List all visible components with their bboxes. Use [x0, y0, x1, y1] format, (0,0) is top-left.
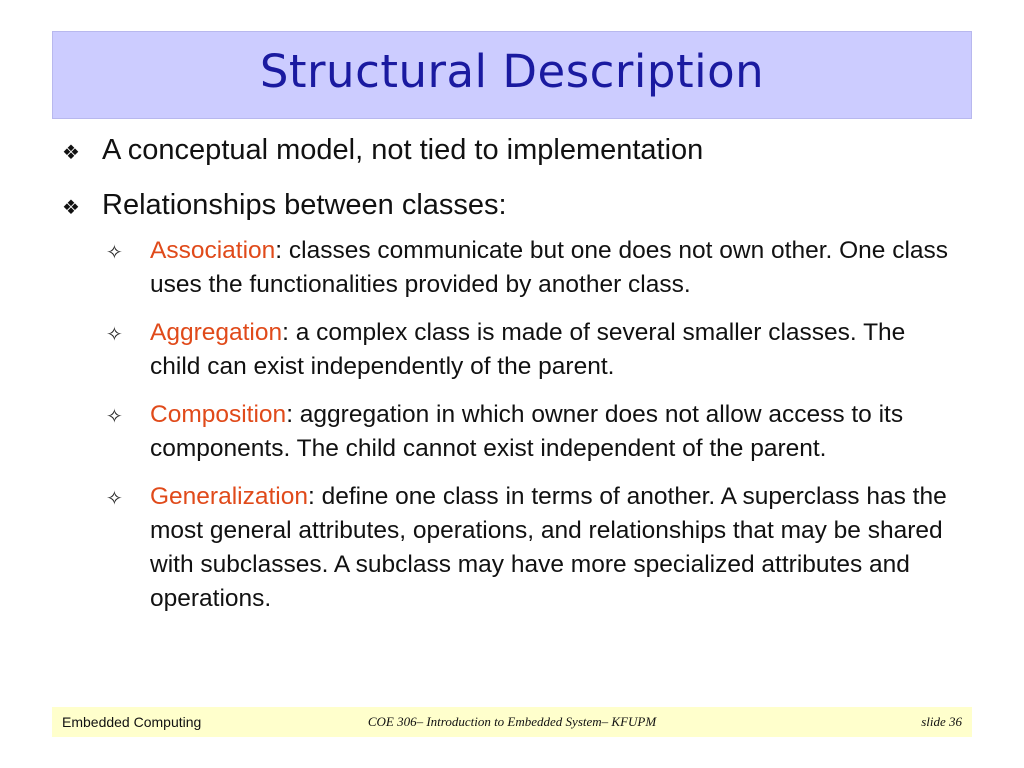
- four-point-star-outline-icon: ✧: [106, 322, 123, 346]
- diamond-four-icon: ❖: [62, 195, 80, 219]
- bullet-text: A conceptual model, not tied to implementation: [102, 134, 704, 166]
- slide-number: slide 36: [921, 714, 962, 729]
- bullet-text: Relationships between classes:: [102, 189, 507, 221]
- term-composition: Composition: [150, 401, 287, 428]
- term-aggregation: Aggregation: [150, 319, 283, 346]
- sub-bullet-text: : a complex class is made of several smaller classes. The child can exist independently of the parent.: [150, 319, 906, 380]
- term-generalization: Generalization: [150, 483, 308, 510]
- four-point-star-outline-icon: ✧: [106, 404, 123, 428]
- sub-bullet-text: : aggregation in which owner does not allow access to its components. The child cannot exist independent of the parent.: [150, 401, 904, 462]
- four-point-star-outline-icon: ✧: [106, 486, 123, 510]
- bullet-item: [62, 134, 982, 167]
- sub-bullet-generalization: [106, 480, 982, 616]
- footer-course-title: COE 306– Introduction to Embedded System– KFUPM: [367, 714, 657, 729]
- title-bar: [52, 31, 972, 119]
- sub-bullet-aggregation: [106, 316, 982, 384]
- sub-bullet-association: [106, 234, 982, 302]
- four-point-star-outline-icon: ✧: [106, 240, 123, 264]
- sub-bullet-text: : classes communicate but one does not own other. One class uses the functionalities provided by another class.: [150, 237, 949, 298]
- slide-footer: [52, 707, 972, 737]
- sub-bullet-list: [106, 234, 982, 616]
- slide-title: Structural Description: [259, 44, 765, 98]
- term-association: Association: [150, 237, 276, 264]
- footer-course-area: Embedded Computing: [62, 714, 202, 730]
- bullet-item: [62, 189, 982, 222]
- slide-content: [62, 134, 982, 630]
- diamond-four-icon: ❖: [62, 140, 80, 164]
- sub-bullet-composition: [106, 398, 982, 466]
- sub-bullet-text: : define one class in terms of another. A superclass has the most general attributes, operations, and relationships that may be shared with subclasses. A subclass may have more specialized attributes and operations.: [150, 483, 947, 612]
